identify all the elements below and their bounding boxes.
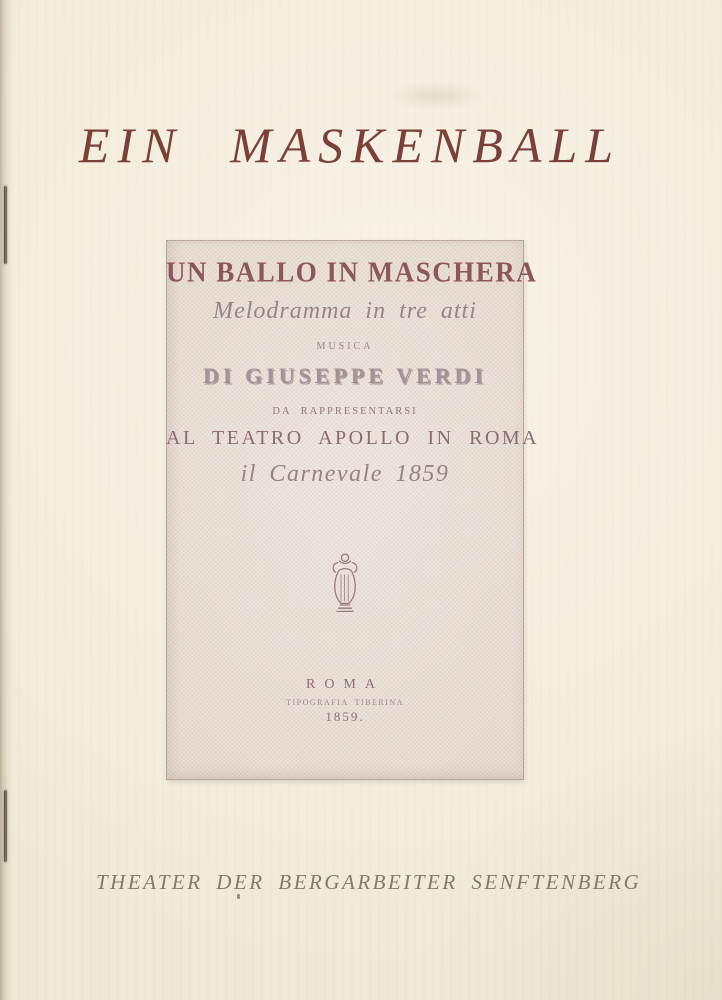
ink-speck <box>237 894 240 899</box>
playbill-composer: DI GIUSEPPE VERDI <box>203 363 487 388</box>
playbill-title: UN BALLO IN MASCHERA <box>166 256 538 288</box>
playbill-reproduction <box>166 240 540 780</box>
playbill-presented-label: DA RAPPRESENTARSI <box>272 406 418 417</box>
playbill-imprint-printer: TIPOGRAFIA TIBERINA <box>286 698 404 707</box>
playbill-imprint-year: 1859. <box>325 709 365 724</box>
playbill-imprint-city: ROMA <box>305 677 384 692</box>
playbill-subtitle: Melodramma in tre atti <box>213 298 477 324</box>
staple-bottom <box>4 790 7 862</box>
smudge-mark <box>388 82 484 110</box>
staple-top <box>4 186 7 264</box>
theater-name: THEATER DER BERGARBEITER SENFTENBERG <box>96 870 642 894</box>
lyre-icon <box>329 550 361 620</box>
page-title: EIN MASKENBALL <box>78 117 622 173</box>
playbill-musica-label: MUSICA <box>316 341 374 352</box>
playbill-season: il Carnevale 1859 <box>240 461 450 487</box>
playbill-venue: AL TEATRO APOLLO IN ROMA <box>166 427 540 449</box>
